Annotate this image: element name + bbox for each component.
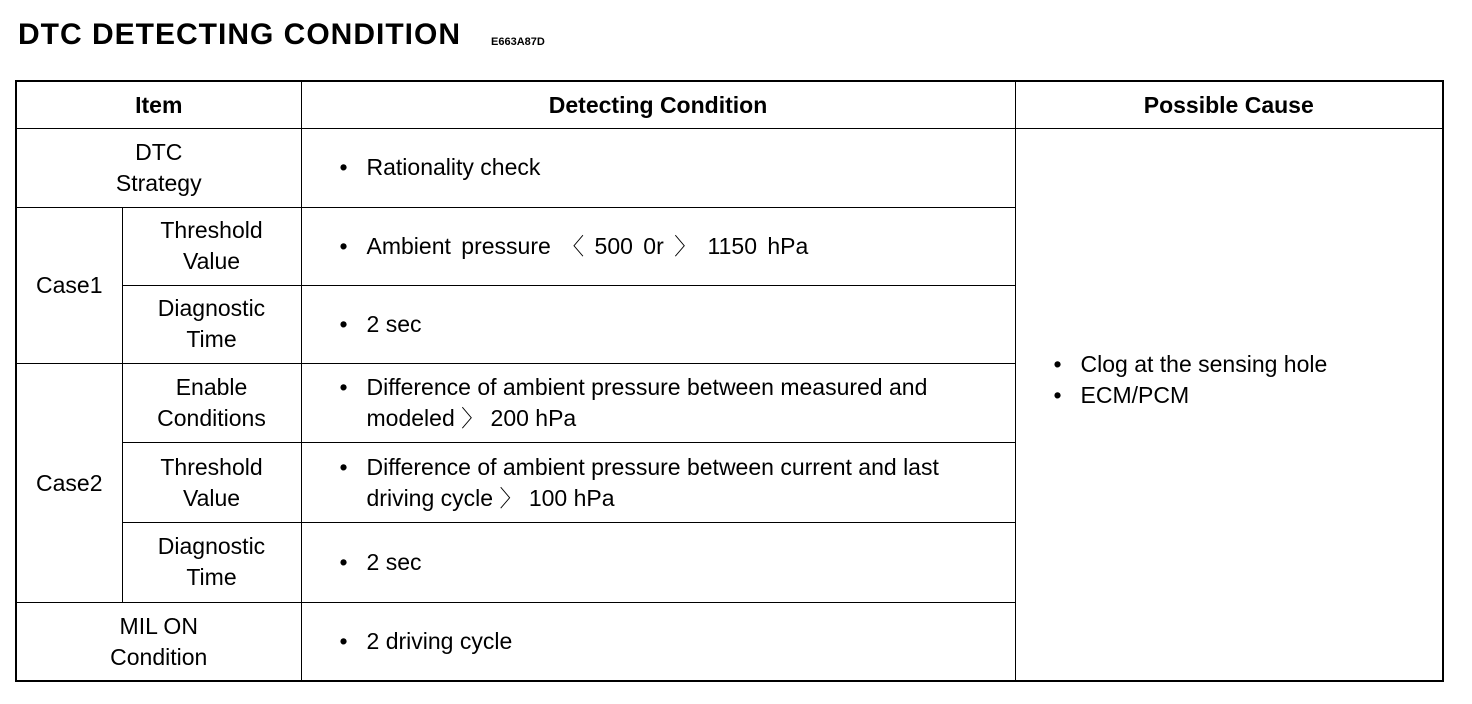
bullet-icon: • <box>339 154 348 181</box>
cause-text: ECM/PCM <box>1080 381 1190 408</box>
case1-threshold-label-text: Threshold Value <box>160 217 263 275</box>
case2-enable-label-text: Enable Conditions <box>157 374 266 432</box>
cause-text: Clog at the sensing hole <box>1080 350 1328 377</box>
table-row <box>16 129 1443 207</box>
possible-cause-cell <box>1015 129 1443 681</box>
bullet-icon: • <box>339 374 348 401</box>
dtc-condition-table <box>15 80 1444 682</box>
header-cause: Possible Cause <box>1015 81 1443 129</box>
case2-enable-value <box>301 364 1015 443</box>
list-item <box>1054 380 1443 411</box>
page-title: DTC DETECTING CONDITION <box>18 18 461 51</box>
bullet-icon: • <box>339 548 348 575</box>
header-item: Item <box>16 81 301 129</box>
header-condition: Detecting Condition <box>301 81 1015 129</box>
case2-time-label-text: Diagnostic Time <box>157 533 266 591</box>
case2-threshold-label <box>122 443 301 522</box>
strategy-value-text: Rationality check <box>366 154 541 181</box>
strategy-value <box>301 129 1015 207</box>
bullet-icon: • <box>1053 381 1062 408</box>
strategy-label-text: DTC Strategy <box>115 138 202 196</box>
case1-time-label-text: Diagnostic Time <box>157 295 266 353</box>
case2-threshold-label-text: Threshold Value <box>160 453 263 511</box>
mil-value <box>301 603 1015 681</box>
case1-time-value <box>301 285 1015 363</box>
mil-label-text: MIL ON Condition <box>110 612 208 670</box>
case2-label: Case2 <box>16 364 122 603</box>
case1-time-value-text: 2 sec <box>366 310 422 337</box>
case1-label: Case1 <box>16 207 122 364</box>
case2-enable-label <box>122 364 301 443</box>
bullet-icon: • <box>339 628 348 655</box>
mil-label <box>16 603 301 681</box>
case2-time-label <box>122 522 301 602</box>
bullet-icon: • <box>339 232 348 259</box>
case1-threshold-value <box>301 207 1015 285</box>
document-code: E663A87D <box>491 36 545 48</box>
bullet-icon: • <box>339 310 348 337</box>
case2-time-value-text: 2 sec <box>366 548 422 575</box>
mil-value-text: 2 driving cycle <box>366 628 513 655</box>
bullet-icon: • <box>1053 350 1062 377</box>
case2-threshold-value <box>301 443 1015 522</box>
case2-threshold-value-text: Difference of ambient pressure between current and last driving cycle 〉 100 hPa <box>366 453 939 511</box>
case1-threshold-value-text: Ambient pressure 〈 500 0r 〉 1150 hPa <box>366 232 809 259</box>
bullet-icon: • <box>339 453 348 480</box>
list-item <box>1054 349 1443 380</box>
case2-enable-value-text: Difference of ambient pressure between measured and modeled 〉 200 hPa <box>366 374 928 432</box>
title-row <box>18 18 545 52</box>
header-row <box>16 81 1443 129</box>
strategy-label <box>16 129 301 207</box>
case1-threshold-label <box>122 207 301 285</box>
case1-time-label <box>122 285 301 363</box>
case2-time-value <box>301 522 1015 602</box>
